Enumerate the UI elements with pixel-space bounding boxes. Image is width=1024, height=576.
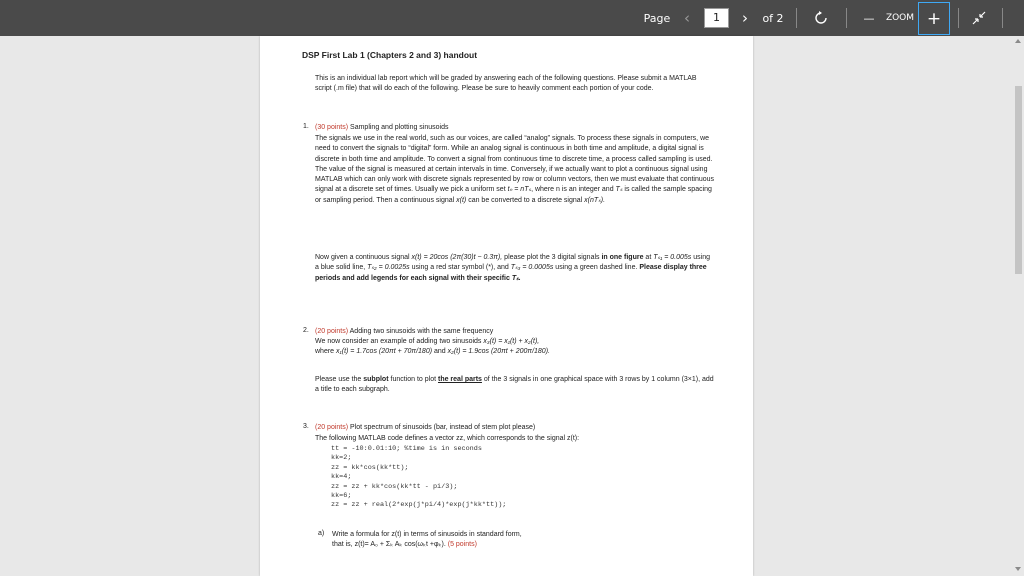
q2-heading bbox=[315, 327, 493, 337]
code-line: zz = zz + kk*cos(kk*tt - pi/3); bbox=[331, 482, 458, 491]
scrollbar-thumb[interactable] bbox=[1015, 86, 1022, 274]
q3-number: 3. bbox=[303, 423, 309, 430]
q2-task-underline: the real parts bbox=[437, 376, 482, 383]
q1-eq-xt: x(t) bbox=[456, 196, 467, 204]
collapse-icon[interactable] bbox=[966, 0, 992, 36]
q1-heading-text: Sampling and plotting sinusoids bbox=[350, 124, 449, 131]
q1-eq-tn: tₙ = nTₛ bbox=[507, 186, 532, 194]
q1-number: 1. bbox=[303, 123, 309, 130]
q1-eq-xnts: x(nTₛ). bbox=[584, 196, 606, 204]
q1-task-bold-ts: Tₛ. bbox=[511, 274, 521, 282]
q1-body-text: , where n is an integer and bbox=[531, 186, 614, 194]
q2-task-text: function to plot bbox=[390, 376, 437, 383]
document-title: DSP First Lab 1 (Chapters 2 and 3) handout bbox=[302, 50, 478, 60]
q1-body-text: is called the sample spacing or sampling period. Then a continuous signal bbox=[315, 186, 712, 204]
scroll-up-icon[interactable] bbox=[1015, 39, 1021, 43]
q1-task-text: using a green dashed line. bbox=[555, 264, 638, 272]
q3-points: (20 points) bbox=[315, 424, 349, 431]
viewer-toolbar bbox=[0, 0, 1024, 36]
code-line: tt = -10:0.01:10; %time is in seconds bbox=[331, 445, 482, 453]
matlab-code-block bbox=[331, 445, 506, 511]
code-line: zz = zz + real(2*exp(j*pi/4)*exp(j*kk*tt)); bbox=[331, 501, 507, 510]
q3a-body bbox=[332, 530, 712, 551]
q1-task-text: at bbox=[645, 254, 652, 261]
q1-body-text: The signals we use in the real world, such as our voices, are called “analog” signals. To process these signals in computers, we need to convert the signals to “digital” form. While an analog signal is continuous in both time and amplitude, a digital signal is discrete in both time and amplitude. To convert a signal from continuous time to discrete time, a process called sampling is used. The value of the signal is measured at certain intervals in time. Conversely, if we actually want to plot a continuous signal using MATLAB which can only work with discrete signals represented by row or column vectors, then we must evaluate that continuous signal at a discrete set of times. Usually we pick a uniform set bbox=[315, 135, 715, 194]
next-page-icon[interactable]: › bbox=[742, 9, 748, 27]
q1-body bbox=[315, 134, 715, 206]
q2-body bbox=[315, 337, 715, 358]
code-line: kk=4; bbox=[331, 473, 352, 482]
code-line: kk=6; bbox=[331, 492, 352, 501]
q1-task-bold: in one figure bbox=[601, 254, 644, 261]
q2-eq-sum: x₃(t) = x₁(t) + x₂(t), bbox=[483, 338, 540, 345]
q2-points: (20 points) bbox=[315, 328, 349, 335]
q2-body-text: We now consider an example of adding two sinusoids bbox=[315, 338, 482, 345]
q3a-number: a) bbox=[318, 530, 325, 537]
q2-body-text: and bbox=[434, 348, 446, 356]
document-page bbox=[260, 36, 753, 576]
prev-page-icon[interactable]: ‹ bbox=[684, 9, 690, 27]
q1-task-text: using a blue solid line, bbox=[315, 254, 710, 272]
q1-task-text: using a red star symbol (*), and bbox=[411, 264, 509, 272]
q2-number: 2. bbox=[303, 327, 309, 334]
q2-task-bold: subplot bbox=[363, 376, 389, 383]
q2-task-text: of the 3 signals in one graphical space with 3 rows by 1 column (3×1), add a title to each subgraph. bbox=[315, 376, 714, 394]
toolbar-divider bbox=[796, 8, 797, 28]
page-number-input[interactable]: 1 bbox=[704, 8, 729, 28]
q3-heading bbox=[315, 423, 535, 433]
page-label: Page bbox=[643, 11, 671, 25]
toolbar-divider bbox=[846, 8, 847, 28]
rotate-icon[interactable] bbox=[808, 0, 834, 36]
collapse-icon-svg bbox=[972, 11, 986, 25]
q1-body-text: can be converted to a discrete signal bbox=[468, 196, 583, 204]
q1-task-text: Now given a continuous signal bbox=[315, 254, 410, 261]
q2-task-text: Please use the bbox=[315, 376, 362, 383]
page-count: of 2 bbox=[762, 11, 784, 25]
intro-paragraph: This is an individual lab report which will be graded by answering each of the following questions. Please submit a MATLAB script (.m file) that will do each of the following. Please be sure to heavily comment each portion of your code. bbox=[315, 75, 697, 93]
q2-body-text: where bbox=[315, 348, 335, 356]
q3a-formula: that is, z(t)= A₀ + Σₖ Aₖ cos(ωₖt +φₖ). bbox=[332, 541, 446, 549]
q2-eq-x1: x₁(t) = 1.7cos (20πt + 70π/180) bbox=[336, 348, 433, 356]
q1-ts3: Tₛ₃ = 0.0005s bbox=[510, 264, 554, 272]
zoom-label: ZOOM bbox=[885, 13, 915, 23]
scroll-down-icon[interactable] bbox=[1015, 567, 1021, 571]
plus-icon: + bbox=[926, 8, 942, 29]
q3-heading-text: Plot spectrum of sinusoids (bar, instead of stem plot please) bbox=[350, 424, 536, 431]
q1-heading bbox=[315, 123, 448, 133]
q2-task bbox=[315, 375, 715, 396]
q2-heading-text: Adding two sinusoids with the same frequency bbox=[349, 328, 494, 335]
q3-body: The following MATLAB code defines a vector zz, which corresponds to the signal z(t): bbox=[315, 435, 580, 442]
q1-ts1: Tₛ₁ = 0.005s bbox=[653, 254, 692, 261]
q1-task bbox=[315, 253, 715, 284]
q1-points: (30 points) bbox=[315, 124, 349, 131]
q3a-points: (5 points) bbox=[447, 541, 477, 549]
zoom-out-icon[interactable]: — bbox=[863, 11, 875, 25]
zoom-in-button[interactable] bbox=[918, 2, 950, 35]
rotate-icon-svg bbox=[814, 11, 828, 25]
q3a-text: Write a formula for z(t) in terms of sinusoids in standard form, bbox=[332, 531, 522, 538]
q1-eq-ts: Tₛ bbox=[615, 186, 623, 194]
code-line: zz = kk*cos(kk*tt); bbox=[331, 463, 409, 472]
q2-eq-x2: x₂(t) = 1.9cos (20πt + 200π/180). bbox=[447, 348, 550, 356]
q1-task-bold: Please display three periods and add legends for each signal with their specific bbox=[315, 264, 707, 282]
toolbar-divider bbox=[958, 8, 959, 28]
toolbar-divider bbox=[1002, 8, 1003, 28]
q1-signal-equation: x(t) = 20cos (2π(30)t − 0.3π), bbox=[411, 254, 503, 261]
q1-task-text: please plot the 3 digital signals bbox=[504, 254, 600, 261]
code-line: kk=2; bbox=[331, 454, 352, 463]
q1-ts2: Tₛ₂ = 0.0025s bbox=[367, 264, 410, 272]
